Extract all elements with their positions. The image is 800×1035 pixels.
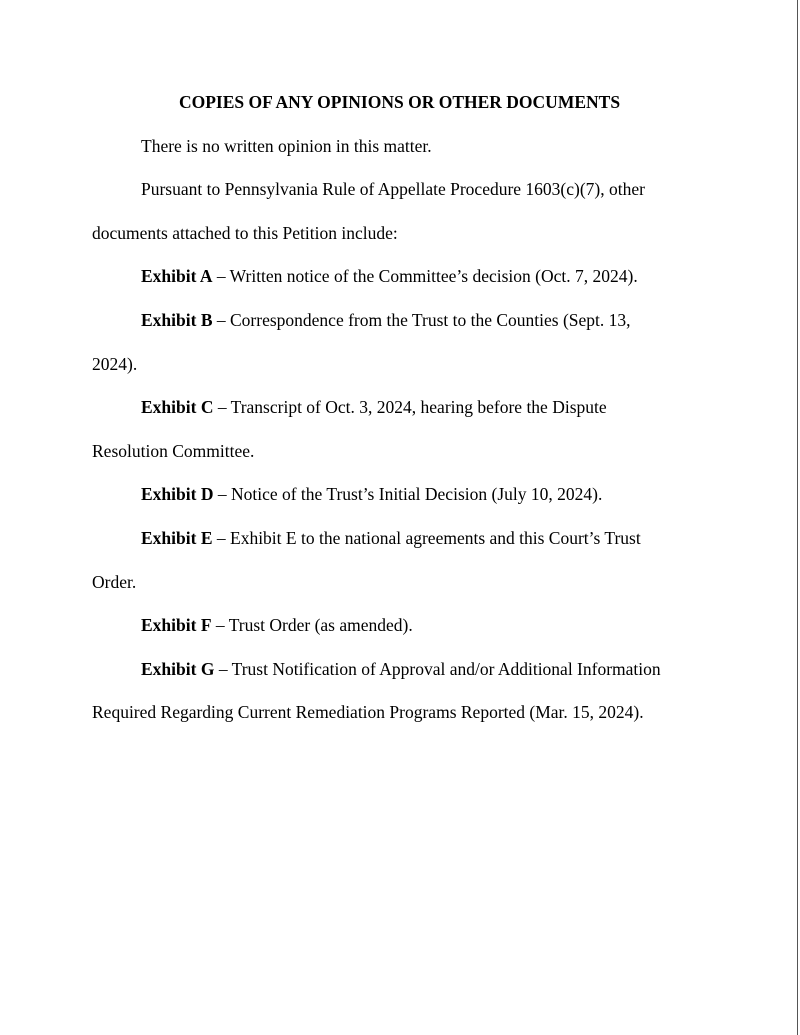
exhibit-c-continuation: Resolution Committee. [92,440,255,461]
exhibit-description: – Correspondence from the Trust to the Counties (Sept. 13, [212,309,631,330]
exhibit-f [92,604,792,648]
no-opinion-paragraph: There is no written opinion in this matter. [141,135,432,156]
exhibit-label: Exhibit A [141,266,213,287]
exhibit-description: – Notice of the Trust’s Initial Decision (July 10, 2024). [213,484,603,505]
section-title: COPIES OF ANY OPINIONS OR OTHER DOCUMENTS [178,92,621,112]
exhibit-g [92,648,792,692]
exhibit-b [92,299,792,343]
document-page [92,81,792,735]
exhibit-g-continuation: Required Regarding Current Remediation Programs Reported (Mar. 15, 2024). [92,702,644,723]
exhibit-e-continuation: Order. [92,571,137,592]
exhibit-label: Exhibit E [141,527,213,548]
rule-paragraph-line-2: documents attached to this Petition include: [92,222,398,243]
exhibit-description: – Trust Notification of Approval and/or Additional Information [214,658,661,679]
exhibit-label: Exhibit G [141,658,215,679]
exhibit-c [92,386,792,430]
rule-paragraph-line-1: Pursuant to Pennsylvania Rule of Appellate Procedure 1603(c)(7), other [141,179,645,200]
exhibit-d [92,473,792,517]
exhibit-description: – Trust Order (as amended). [211,615,413,636]
exhibit-label: Exhibit F [141,615,212,636]
exhibit-a [92,255,792,299]
exhibit-b-continuation: 2024). [92,353,138,374]
exhibit-description: – Exhibit E to the national agreements and this Court’s Trust [212,527,641,548]
page-edge [797,0,798,1035]
exhibit-e [92,517,792,561]
exhibit-description: – Transcript of Oct. 3, 2024, hearing before the Dispute [213,397,607,418]
exhibit-description: – Written notice of the Committee’s decision (Oct. 7, 2024). [212,266,638,287]
exhibit-label: Exhibit C [141,397,214,418]
exhibit-label: Exhibit B [141,309,213,330]
exhibit-label: Exhibit D [141,484,214,505]
